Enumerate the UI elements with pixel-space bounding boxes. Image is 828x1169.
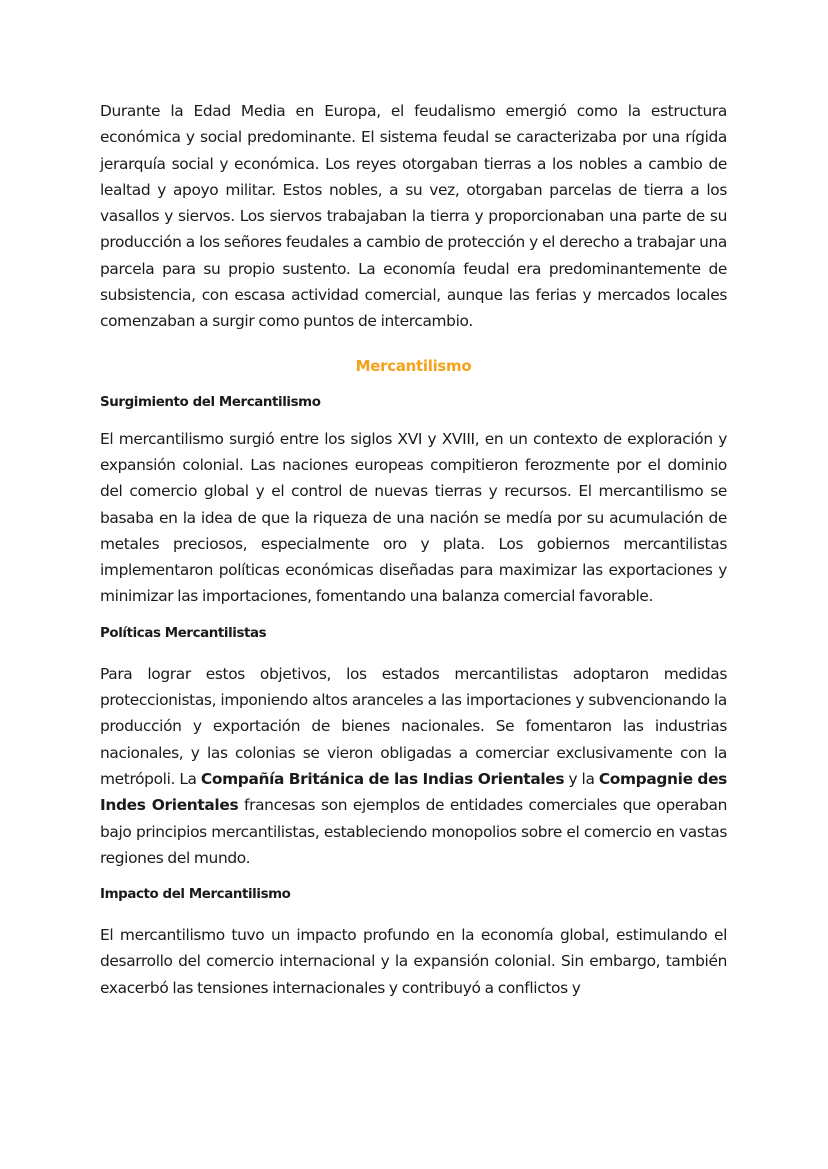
surgimiento-paragraph: El mercantilismo surgió entre los siglos XVI y XVIII, en un contexto de exploración y expansión colonial. Las naciones europeas compitieron ferozmente por el dominio del comercio global y el control de nuevas tierras y recursos. El mercantilismo se basaba en la idea de que la riqueza de una nación se medía por su acumulación de metales preciosos, especialmente oro y plata. Los gobiernos mercantilistas implementaron políticas económicas diseñadas para maximizar las exportaciones y minimizar las importaciones, fomentando una balanza comercial favorable. — [100, 429, 727, 606]
company-british: Compañía Británica de las Indias Orientales — [200, 769, 565, 788]
heading-impacto: Impacto del Mercantilismo — [100, 887, 291, 903]
document-page — [100, 98, 727, 1001]
politicas-text-2: y la — [564, 769, 599, 788]
company-french: Compagnie des Indes Orientales — [100, 769, 727, 815]
politicas-paragraph — [100, 661, 727, 871]
politicas-text-1: Para lograr estos objetivos, los estados mercantilistas adoptaron medidas proteccionistas, imponiendo altos aranceles a las importaciones y subvencionando la producción y exportación de bienes nacionales. Se fomentaron las industrias nacionales, y las colonias se vieron obligadas a comerciar exclusivamente con la metrópoli. La — [100, 664, 727, 788]
politicas-text-3: francesas son ejemplos de entidades comerciales que operaban bajo principios mercantilistas, estableciendo monopolios sobre el comercio en vastas regiones del mundo. — [100, 796, 727, 867]
heading-politicas: Políticas Mercantilistas — [100, 625, 267, 641]
intro-paragraph: Durante la Edad Media en Europa, el feudalismo emergió como la estructura económica y social predominante. El sistema feudal se caracterizaba por una rígida jerarquía social y económica. Los reyes otorgaban tierras a los nobles a cambio de lealtad y apoyo militar. Estos nobles, a su vez, otorgaban parcelas de tierra a los vasallos y siervos. Los siervos trabajaban la tierra y proporcionaban una parte de su producción a los señores feudales a cambio de protección y el derecho a trabajar una parcela para su propio sustento. La economía feudal era predominantemente de subsistencia, con escasa actividad comercial, aunque las ferias y mercados locales comenzaban a surgir como puntos de intercambio. — [100, 102, 727, 331]
heading-surgimiento: Surgimiento del Mercantilismo — [100, 394, 321, 410]
section-title: Mercantilismo — [355, 356, 472, 375]
impacto-paragraph: El mercantilismo tuvo un impacto profundo en la economía global, estimulando el desarrollo del comercio internacional y la expansión colonial. Sin embargo, también exacerbó las tensiones internacionales y contribuyó a conflictos y — [100, 926, 727, 997]
